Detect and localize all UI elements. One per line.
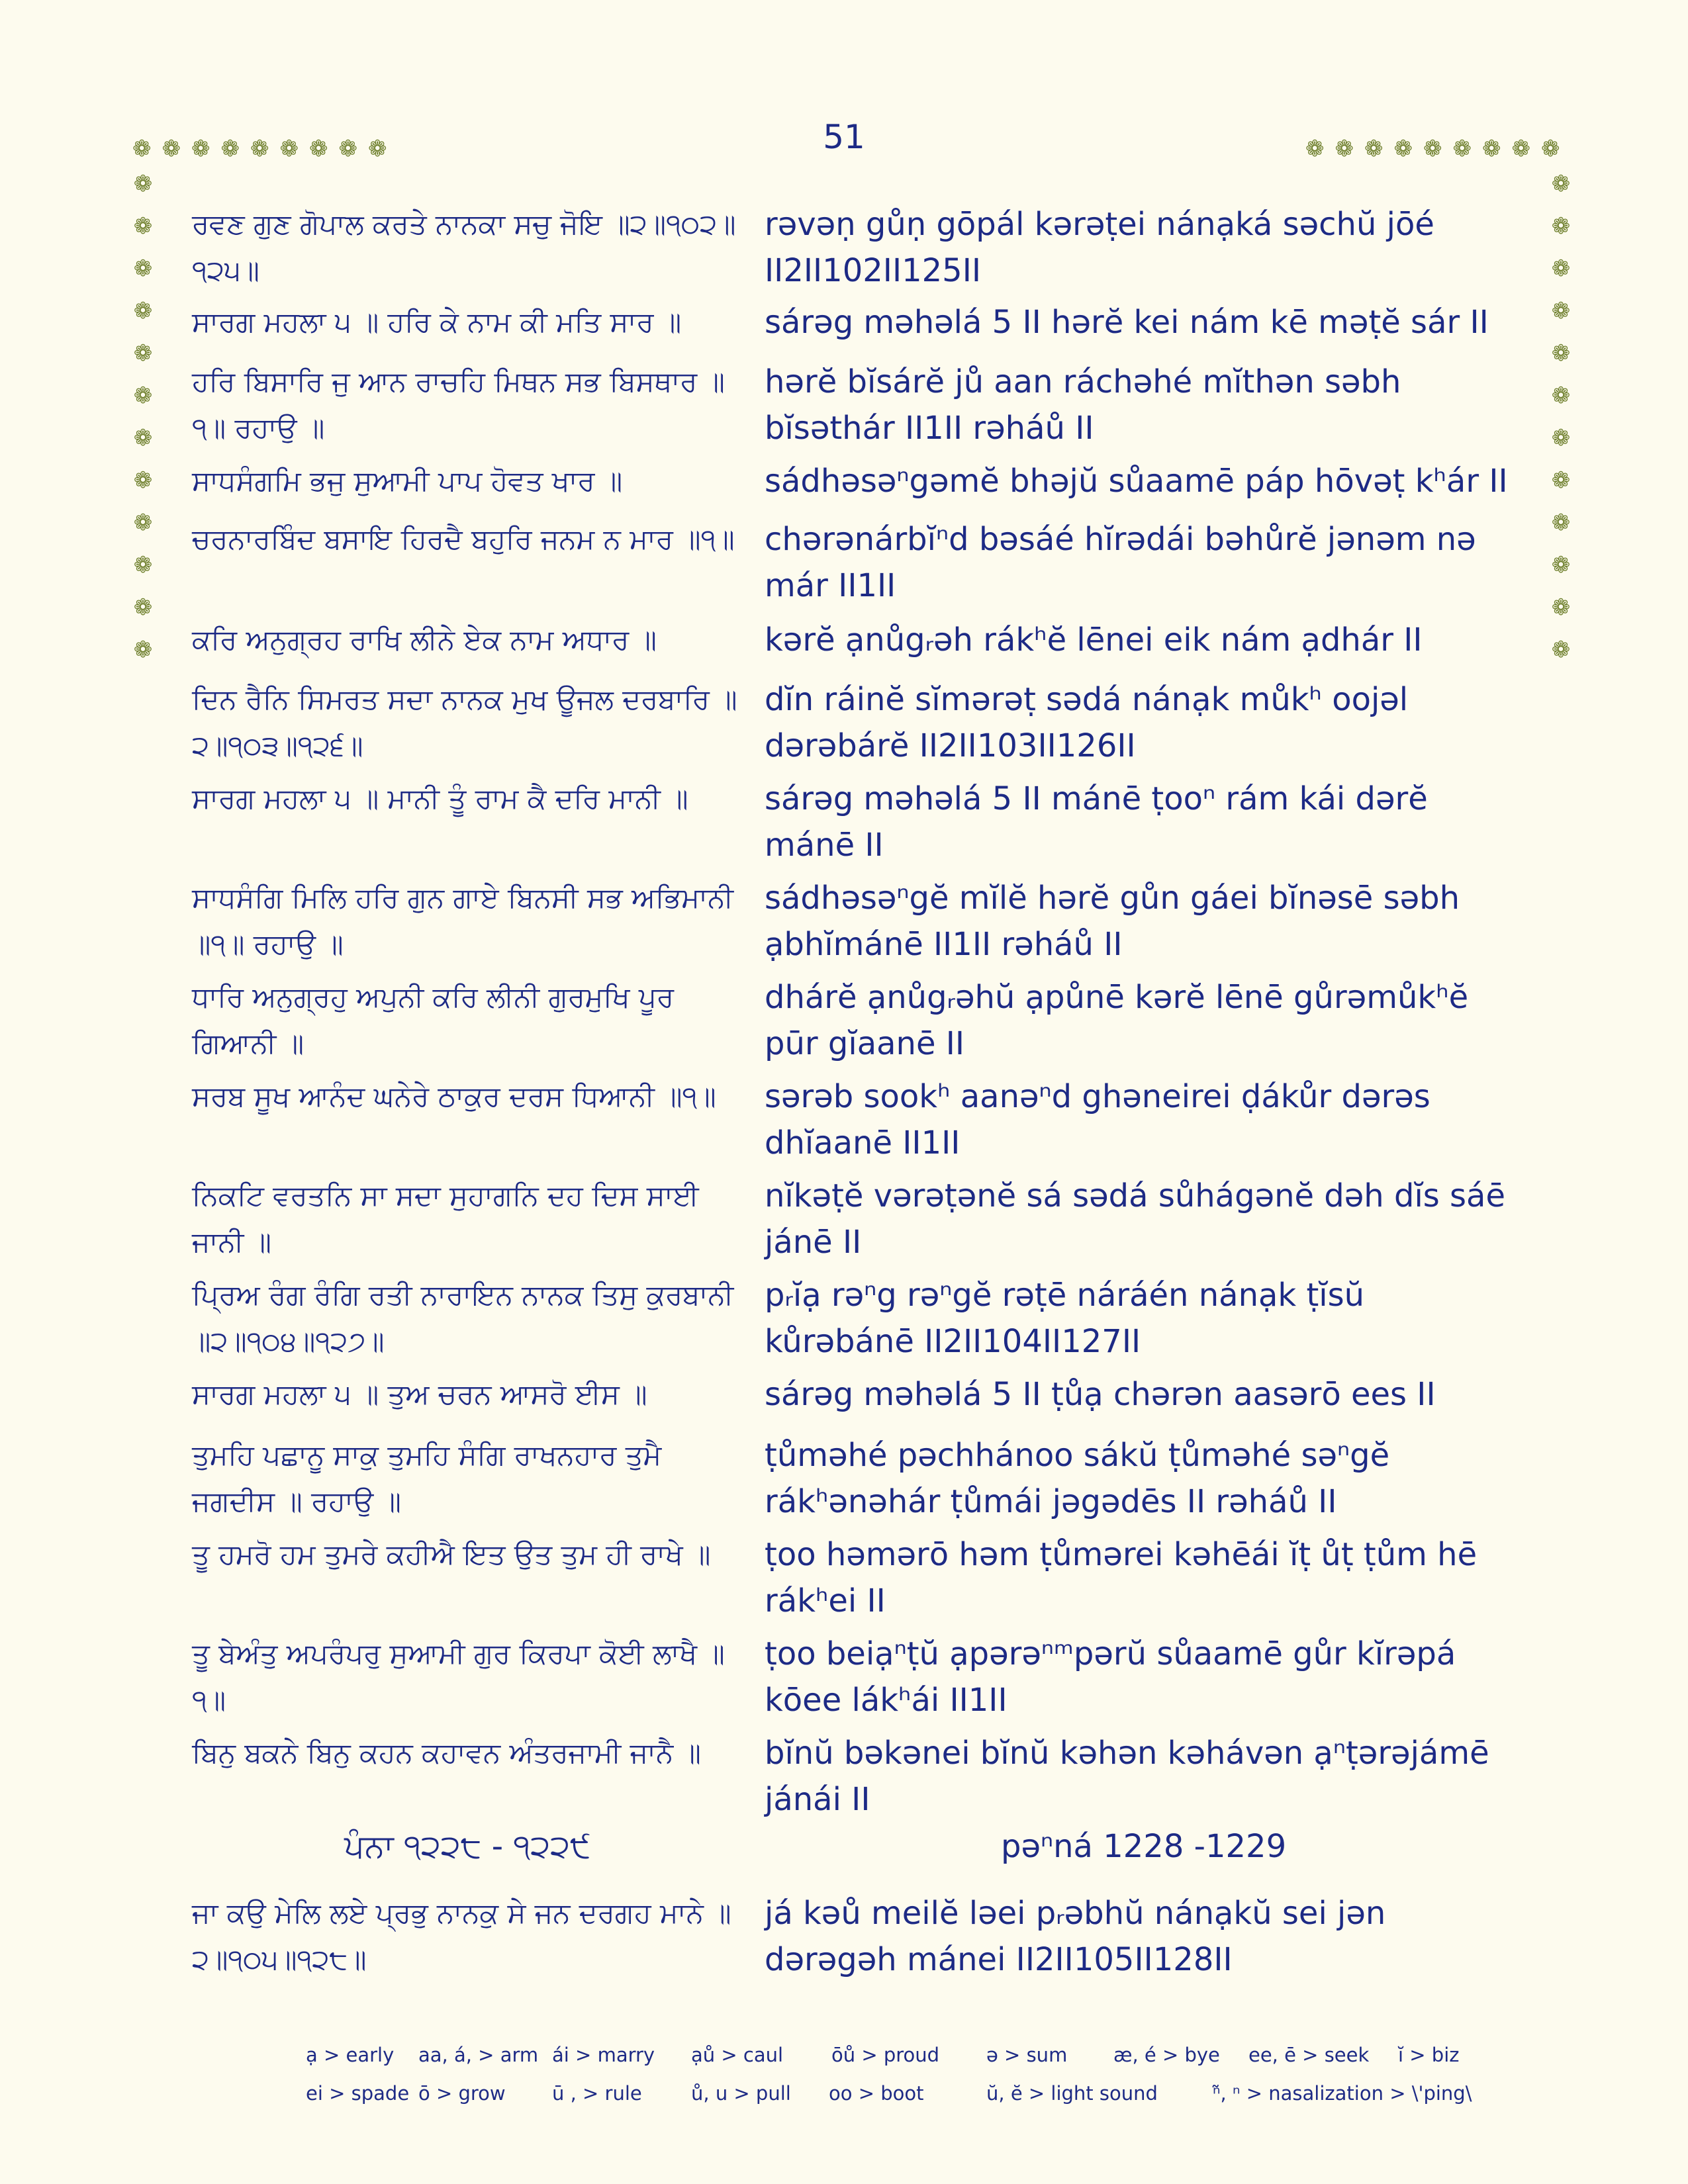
legend-item: ŭ, ĕ > light sound xyxy=(986,2082,1158,2105)
flower-icon: ❁ xyxy=(338,136,368,162)
legend-item: ee, ē > seek xyxy=(1248,2044,1370,2066)
right-ornament-column xyxy=(1548,163,1574,671)
flower-icon: ❁ xyxy=(191,136,221,162)
flower-icon: ❁ xyxy=(368,136,398,162)
flower-icon: ❁ xyxy=(1452,136,1482,162)
verse-transliteration: rəvəṇ gůṇ gōpál kərəṭei nánạká səchŭ jōé II2II102II125II xyxy=(765,206,1434,289)
verse-transliteration: sárəg məhəlá 5 II mánē ṭooⁿ rám kái dərĕ mánē II xyxy=(765,780,1428,864)
flower-icon: ❁ xyxy=(1335,136,1364,162)
verse-transliteration: kərĕ ạnůgᵣəh rákʰĕ lēnei eik nám ạdhár II xyxy=(765,621,1423,659)
legend-item: ĭ > biz xyxy=(1398,2044,1460,2066)
flower-icon: ❁ xyxy=(279,136,309,162)
verse-gurmukhi: ਤੂ ਹਮਰੋ ਹਮ ਤੁਮਰੇ ਕਹੀਐ ਇਤ ਉਤ ਤੁਮ ਹੀ ਰਾਖੇ ॥ xyxy=(192,1538,711,1570)
legend-item: ōů > proud xyxy=(831,2044,940,2066)
verse-transliteration: sádhəsəⁿgĕ mĭlĕ hərĕ gůn gáei bĭnəsē səbh ạbhĭmánē II1II rəháů II xyxy=(765,880,1460,963)
verse-gurmukhi: ਚਰਨਾਰਬਿੰਦ ਬਸਾਇ ਹਿਰਦੈ ਬਹੁਰਿ ਜਨਮ ਨ ਮਾਰ ॥੧॥ xyxy=(192,523,735,555)
flower-icon: ❁ xyxy=(1551,510,1571,536)
legend-item: ū , > rule xyxy=(552,2082,642,2105)
verse-gurmukhi: ਹਰਿ ਬਿਸਾਰਿ ਜੁ ਆਨ ਰਾਚਹਿ ਮਿਥਨ ਸਭ ਬਿਸਥਾਰ ॥੧॥ ਰਹਾਉ ॥ xyxy=(192,365,725,444)
legend-item: ō > grow xyxy=(418,2082,506,2105)
flower-icon: ❁ xyxy=(162,136,191,162)
flower-icon: ❁ xyxy=(1551,171,1571,197)
verse-gurmukhi: ਰਵਣ ਗੁਣ ਗੋਪਾਲ ਕਰਤੇ ਨਾਨਕਾ ਸਚੁ ਜੋਇ ॥੨॥੧੦੨॥੧੨੫॥ xyxy=(192,208,736,287)
verse-transliteration: dĭn ráinĕ sĭmərəṭ sədá nánạk můkʰ oojəl dərəbárĕ II2II103II126II xyxy=(765,681,1409,764)
flower-icon: ❁ xyxy=(1551,213,1571,240)
verse-gurmukhi: ਸਾਧਸੰਗਿ ਮਿਲਿ ਹਰਿ ਗੁਨ ਗਾਏ ਬਿਨਸੀ ਸਭ ਅਭਿਮਾਨੀ ॥੧॥ ਰਹਾਉ ॥ xyxy=(192,882,733,960)
verse-gurmukhi: ਸਾਰਗ ਮਹਲਾ ੫ ॥ ਤੁਅ ਚਰਨ ਆਸਰੋ ਈਸ ॥ xyxy=(192,1378,647,1410)
verse-gurmukhi: ਸਰਬ ਸੂਖ ਆਨੰਦ ਘਨੇਰੇ ਠਾਕੁਰ ਦਰਸ ਧਿਆਨੀ ॥੧॥ xyxy=(192,1080,716,1113)
verse-gurmukhi: ਦਿਨ ਰੈਨਿ ਸਿਮਰਤ ਸਦਾ ਨਾਨਕ ਮੁਖ ਊਜਲ ਦਰਬਾਰਿ ॥੨॥੧੦੩॥੧੨੬॥ xyxy=(192,683,737,762)
flower-icon: ❁ xyxy=(133,383,153,409)
flower-icon: ❁ xyxy=(1511,136,1541,162)
flower-icon: ❁ xyxy=(133,340,153,367)
legend-item: æ, é > bye xyxy=(1113,2044,1220,2066)
verse-gurmukhi: ਸਾਰਗ ਮਹਲਾ ੫ ॥ ਹਰਿ ਕੇ ਨਾਮ ਕੀ ਮਤਿ ਸਾਰ ॥ xyxy=(192,306,682,338)
flower-icon: ❁ xyxy=(1423,136,1453,162)
flower-icon: ❁ xyxy=(132,136,162,162)
flower-icon: ❁ xyxy=(133,425,153,451)
flower-icon: ❁ xyxy=(1551,594,1571,621)
flower-icon: ❁ xyxy=(133,594,153,621)
legend-item: ů, u > pull xyxy=(691,2082,791,2105)
legend-item: ạ > early xyxy=(306,2044,395,2066)
pana-gurmukhi: ਪੰਨਾ ੧੨੨੮ - ੧੨੨੯ xyxy=(344,1828,591,1865)
flower-icon: ❁ xyxy=(1551,467,1571,494)
flower-icon: ❁ xyxy=(133,255,153,282)
verse-gurmukhi: ਨਿਕਟਿ ਵਰਤਨਿ ਸਾ ਸਦਾ ਸੁਹਾਗਨਿ ਦਹ ਦਿਸ ਸਾਈ ਜਾਨੀ ॥ xyxy=(192,1179,699,1258)
verse-gurmukhi: ਸਾਧਸੰਗਮਿ ਭਜੁ ਸੁਆਮੀ ਪਾਪ ਹੋਵਤ ਖਾਰ ॥ xyxy=(192,465,623,497)
legend-item: ái > marry xyxy=(552,2044,655,2066)
flower-icon: ❁ xyxy=(1482,136,1512,162)
flower-icon: ❁ xyxy=(1551,340,1571,367)
verse-gurmukhi: ਧਾਰਿ ਅਨੁਗ੍ਰਹੁ ਅਪੁਨੀ ਕਰਿ ਲੀਨੀ ਗੁਰਮੁਖਿ ਪੂਰ ਗਿਆਨੀ ॥ xyxy=(192,981,674,1060)
flower-icon: ❁ xyxy=(1551,298,1571,324)
verse-transliteration: chərənárbĭⁿd bəsáé hĭrədái bəhůrĕ jənəm nə már II1II xyxy=(765,521,1476,604)
verse-gurmukhi: ਤੂ ਬੇਅੰਤੁ ਅਪਰੰਪਰੁ ਸੁਆਮੀ ਗੁਰ ਕਿਰਪਾ ਕੋਈ ਲਾਖੈ ॥੧॥ xyxy=(192,1637,725,1716)
verse-transliteration: dhárĕ ạnůgᵣəhŭ ạpůnē kərĕ lēnē gůrəmůkʰĕ pūr gĭaanē II xyxy=(765,979,1469,1062)
left-ornament-column xyxy=(130,163,156,671)
flower-icon: ❁ xyxy=(133,298,153,324)
legend-item: aa, á, > arm xyxy=(418,2044,539,2066)
verse-transliteration: hərĕ bĭsárĕ jů aan ráchəhé mĭthən səbh bĭsəthár II1II rəháů II xyxy=(765,363,1401,447)
verse-transliteration: nĭkəṭĕ vərəṭənĕ sá sədá sůhágənĕ dəh dĭs sáē jánē II xyxy=(765,1177,1505,1261)
flower-icon: ❁ xyxy=(1364,136,1394,162)
verse-gurmukhi: ਸਾਰਗ ਮਹਲਾ ੫ ॥ ਮਾਨੀ ਤੂੰ ਰਾਮ ਕੈ ਦਰਿ ਮਾਨੀ ॥ xyxy=(192,782,688,815)
verse-transliteration: pᵣĭạ rəⁿg rəⁿgĕ rəṭē náráén nánạk ṭĭsŭ kůrəbánē II2II104II127II xyxy=(765,1277,1365,1360)
flower-icon: ❁ xyxy=(1551,255,1571,282)
verse-transliteration: sárəg məhəlá 5 II ṭůạ chərən aasərō ees II xyxy=(765,1376,1436,1413)
flower-icon: ❁ xyxy=(309,136,339,162)
verse-transliteration: ṭoo həmərō həm ṭůmərei kəhēái ĭṭ ůṭ ṭům hē rákʰei II xyxy=(765,1536,1477,1619)
flower-icon: ❁ xyxy=(1305,136,1335,162)
verse-gurmukhi: ਤੁਮਹਿ ਪਛਾਨੂ ਸਾਕੁ ਤੁਮਹਿ ਸੰਗਿ ਰਾਖਨਹਾਰ ਤੁਮੈ ਜਗਦੀਸ ॥ ਰਹਾਉ ॥ xyxy=(192,1439,662,1518)
flower-icon: ❁ xyxy=(1551,552,1571,578)
flower-icon: ❁ xyxy=(1393,136,1423,162)
verse-transliteration: ṭoo beiạⁿṭŭ ạpərəⁿᵐpərŭ sůaamē gůr kĭrəpá kōee lákʰái II1II xyxy=(765,1635,1456,1719)
flower-icon: ❁ xyxy=(133,552,153,578)
legend-item: oo > boot xyxy=(829,2082,924,2105)
verse-transliteration: sárəg məhəlá 5 II hərĕ kei nám kē məṭĕ sár II xyxy=(765,304,1489,341)
verse-gurmukhi: ਪ੍ਰਿਅ ਰੰਗ ਰੰਗਿ ਰਤੀ ਨਾਰਾਇਨ ਨਾਨਕ ਤਿਸੁ ਕੁਰਬਾਨੀ ॥੨॥੧੦੪॥੧੨੭॥ xyxy=(192,1279,734,1357)
top-right-ornament-row xyxy=(1305,138,1571,160)
verse-transliteration: bĭnŭ bəkənei bĭnŭ kəhən kəhávən ạⁿṭərəjámē jánái II xyxy=(765,1735,1489,1818)
verse-transliteration: sərəb sookʰ aanəⁿd ghəneirei ḍákůr dərəs dhĭaanē II1II xyxy=(765,1078,1430,1161)
verse-gurmukhi: ਜਾ ਕਉ ਮੇਲਿ ਲਏ ਪ੍ਰਭੁ ਨਾਨਕੁ ਸੇ ਜਨ ਦਰਗਹ ਮਾਨੇ ॥੨॥੧੦੫॥੧੨੮॥ xyxy=(192,1897,731,1976)
flower-icon: ❁ xyxy=(133,213,153,240)
flower-icon: ❁ xyxy=(133,171,153,197)
flower-icon: ❁ xyxy=(250,136,280,162)
flower-icon: ❁ xyxy=(1551,383,1571,409)
verse-transliteration: sádhəsəⁿgəmĕ bhəjŭ sůaamē páp hōvəṭ kʰár II xyxy=(765,463,1508,500)
top-left-ornament-row xyxy=(132,138,398,160)
flower-icon: ❁ xyxy=(1551,637,1571,663)
flower-icon: ❁ xyxy=(133,510,153,536)
verse-gurmukhi: ਬਿਨੁ ਬਕਨੇ ਬਿਨੁ ਕਹਨ ਕਹਾਵਨ ਅੰਤਰਜਾਮੀ ਜਾਨੈ ॥ xyxy=(192,1737,701,1769)
flower-icon: ❁ xyxy=(1551,425,1571,451)
pana-transliteration: pəⁿná 1228 -1229 xyxy=(1001,1828,1287,1865)
flower-icon: ❁ xyxy=(1541,136,1571,162)
verse-transliteration: já kəů meilĕ ləei pᵣəbhŭ nánạkŭ sei jən dərəgəh mánei II2II105II128II xyxy=(765,1895,1386,1978)
legend-item: ⁿ̃, ⁿ > nasalization > \'ping\ xyxy=(1213,2082,1472,2105)
verse-gurmukhi: ਕਰਿ ਅਨੁਗ੍ਰਹ ਰਾਖਿ ਲੀਨੇ ਏਕ ਨਾਮ ਅਧਾਰ ॥ xyxy=(192,623,657,656)
legend-item: ə > sum xyxy=(986,2044,1068,2066)
flower-icon: ❁ xyxy=(133,637,153,663)
flower-icon: ❁ xyxy=(133,467,153,494)
page-number: 51 xyxy=(823,118,865,156)
verse-transliteration: ṭůməhé pəchhánoo sákŭ ṭůməhé səⁿgĕ rákʰənəhár ṭůmái jəgədēs II rəháů II xyxy=(765,1437,1390,1520)
flower-icon: ❁ xyxy=(220,136,250,162)
legend-item: ei > spade xyxy=(306,2082,410,2105)
legend-item: ạů > caul xyxy=(691,2044,784,2066)
